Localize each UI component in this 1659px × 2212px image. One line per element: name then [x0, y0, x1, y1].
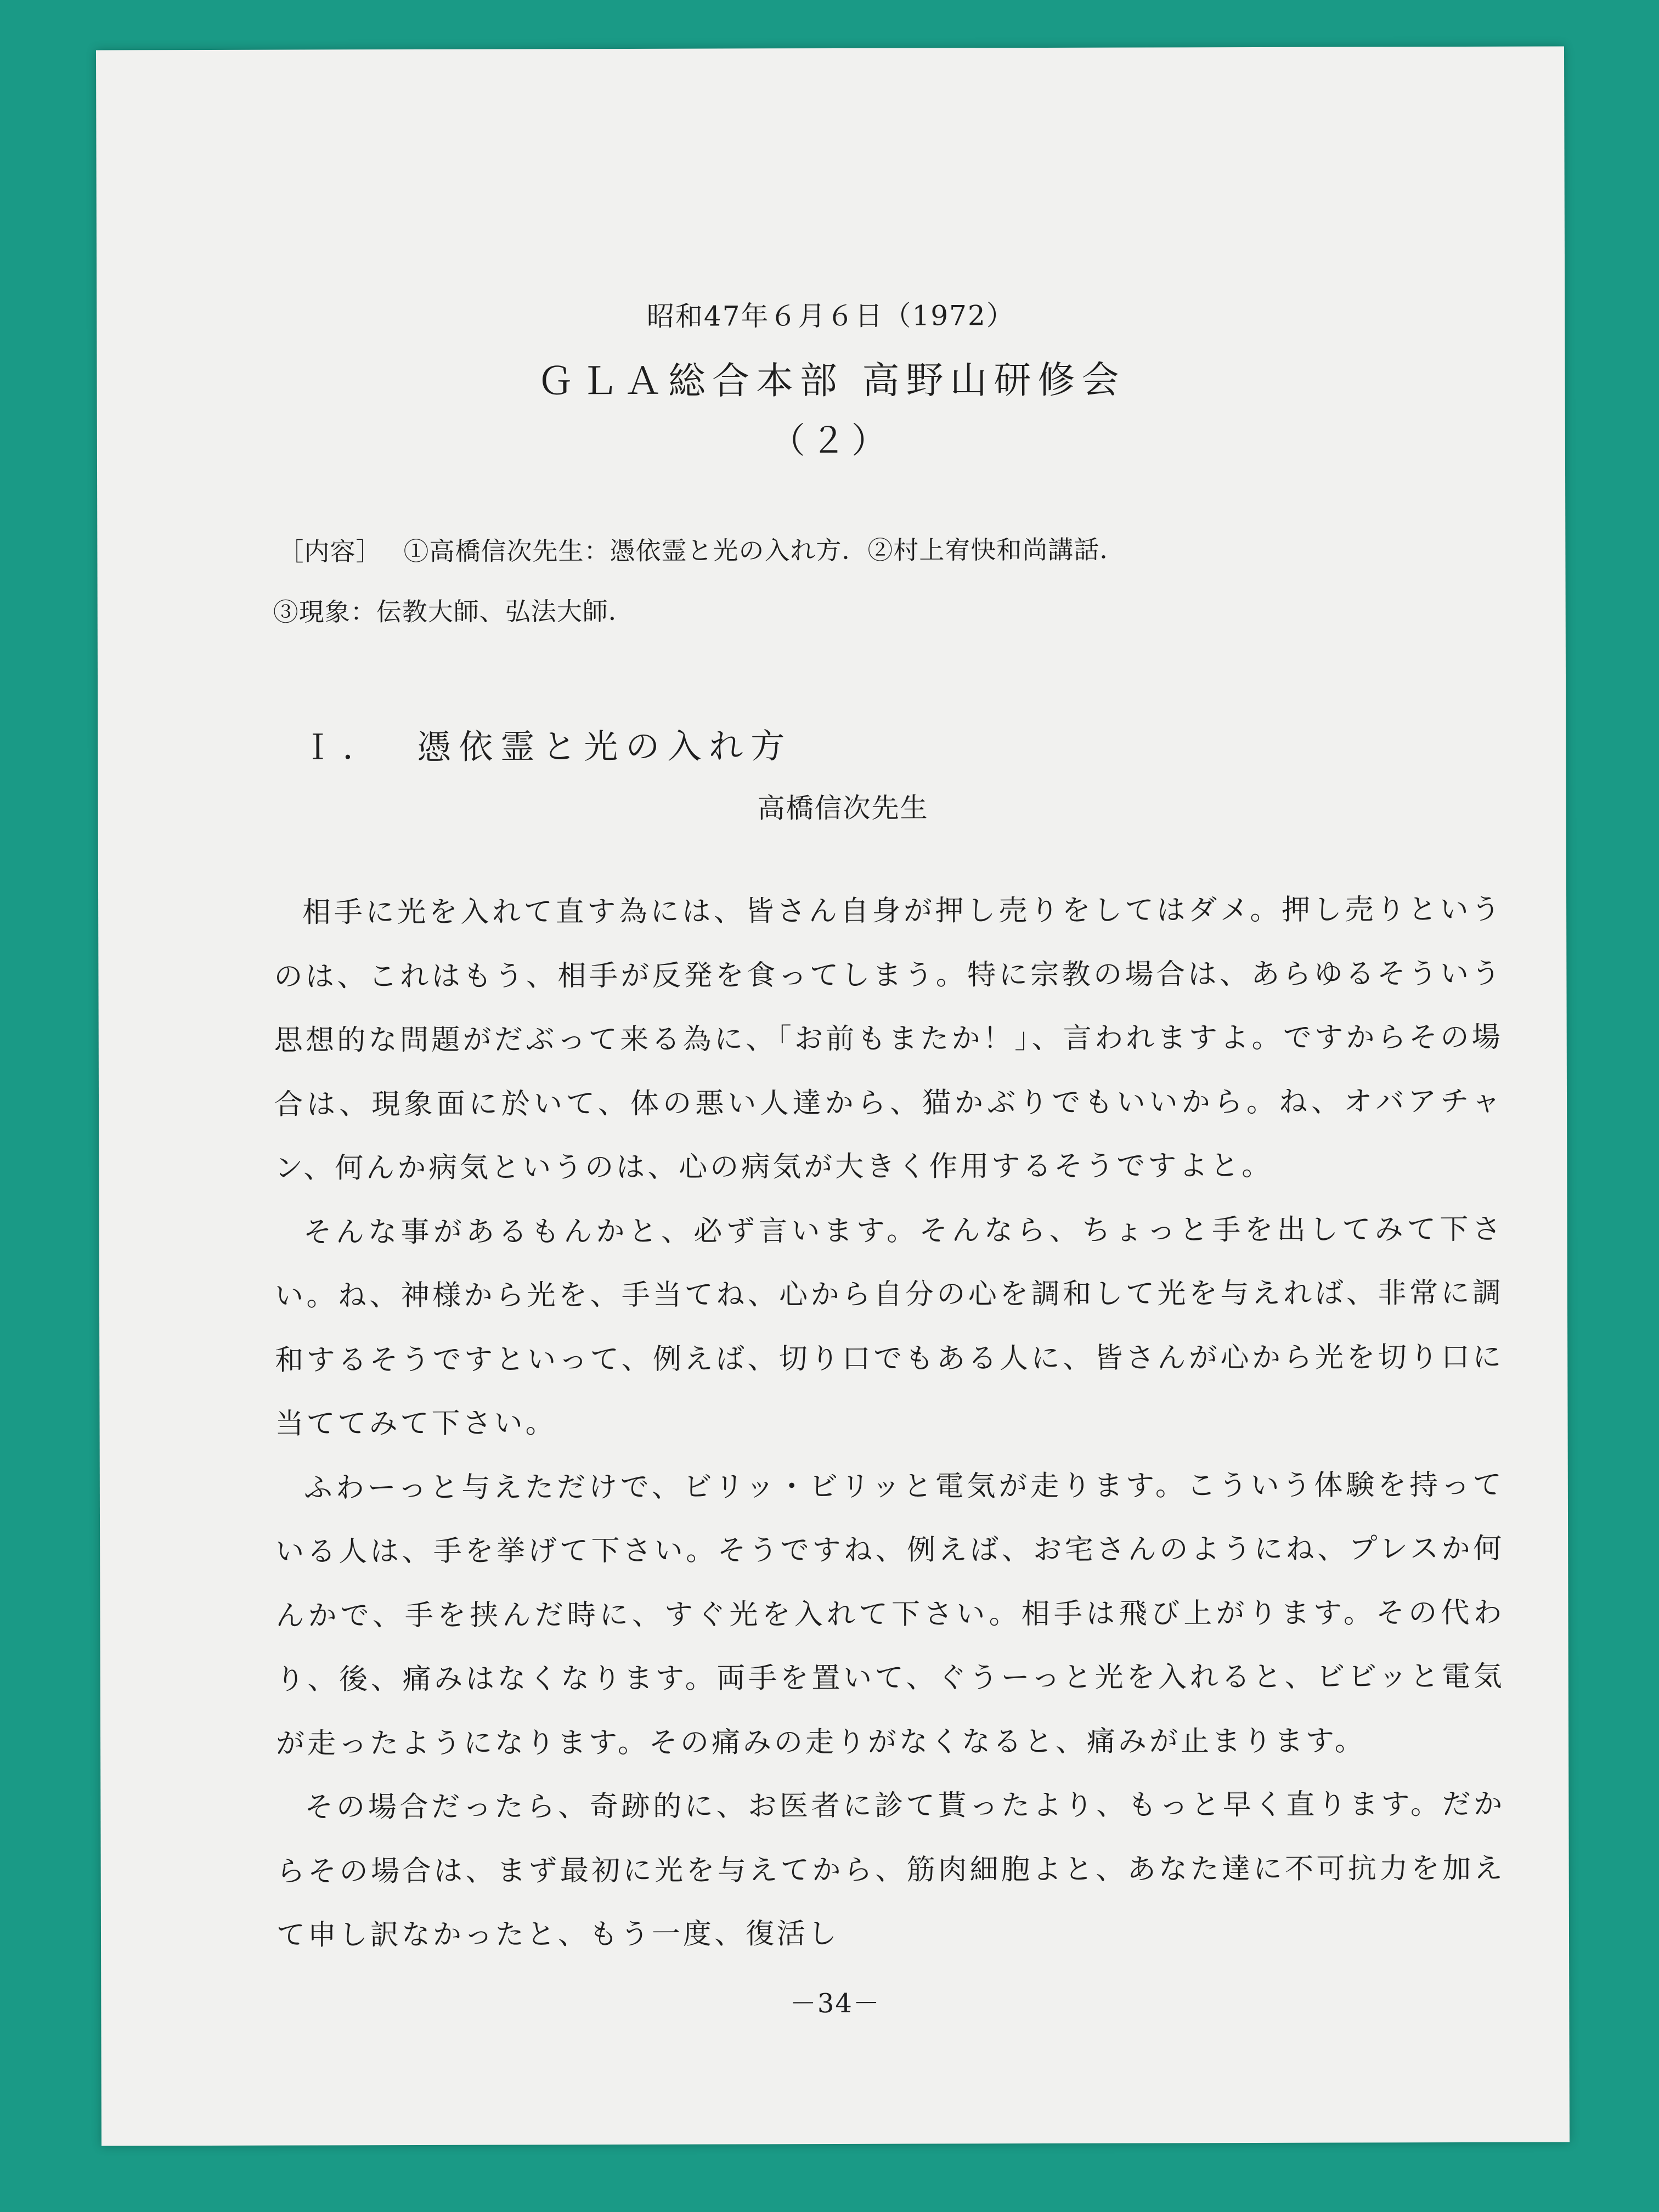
paragraph: 相手に光を入れて直す為には、皆さん自身が押し売りをしてはダメ。押し売りというのは、これはもう、相手が反発を食ってしまう。特に宗教の場合は、あらゆるそういう思想的な問題がだぶって来る為に、「お前もまたか！」、言われますよ。ですからその場合は、現象面に於いて、体の悪い人達から、猫かぶりでもいいから。ね、オバアチャン、何んか病気というのは、心の病気が大きく作用するそうですよと。	[274, 893, 1504, 1185]
section-heading	[301, 719, 792, 769]
paragraph: ふわーっと与えただけで、ビリッ・ビリッと電気が走ります。こういう体験を持っている人は、手を挙げて下さい。そうですね、例えば、お宅さんのようにね、プレスか何んかで、手を挟んだ時に、すぐ光を入れて下さい。相手は飛び上がります。その代わり、後、痛みはなくなります。両手を置いて、ぐうーっと光を入れると、ビビッと電気が走ったようになります。その痛みの走りがなくなると、痛みが止まります。	[275, 1468, 1505, 1760]
section-title: 憑依霊と光の入れ方	[417, 726, 793, 767]
contents-items-2: ③現象：伝教大師、弘法大師．	[273, 596, 634, 627]
section-speaker: 高橋信次先生	[757, 792, 929, 825]
document-title: ＧＬＡ総合本部 高野山研修会	[536, 358, 1126, 404]
page-number: －34－	[789, 1988, 881, 2019]
paragraph: そんな事があるもんかと、必ず言います。そんなら、ちょっと手を出してみて下さい。ね、神様から光を、手当てね、心から自分の心を調和して光を与えれば、非常に調和するそうですといって、例えば、切り口でもある人に、皆さんが心から光を切り口に当ててみて下さい。	[274, 1212, 1504, 1441]
section-number: Ｉ．	[301, 727, 385, 768]
body-text	[274, 878, 1505, 1967]
document-title-number: （２）	[770, 420, 892, 462]
paragraph: その場合だったら、奇跡的に、お医者に診て貰ったより、もっと早く直ります。だからその場合は、まず最初に光を与えてから、筋肉細胞よと、あなた達に不可抗力を加えて申し訳なかったと、もう一度、復活し	[276, 1787, 1505, 1952]
contents-label: ［内容］	[278, 537, 382, 567]
document-page	[96, 47, 1570, 2146]
contents-summary	[273, 518, 1431, 642]
contents-line-1	[278, 518, 1430, 582]
contents-items-1: ①高橋信次先生：憑依霊と光の入れ方．②村上宥快和尚講話．	[403, 534, 1126, 567]
document-date: 昭和47年６月６日（1972）	[646, 300, 1015, 332]
